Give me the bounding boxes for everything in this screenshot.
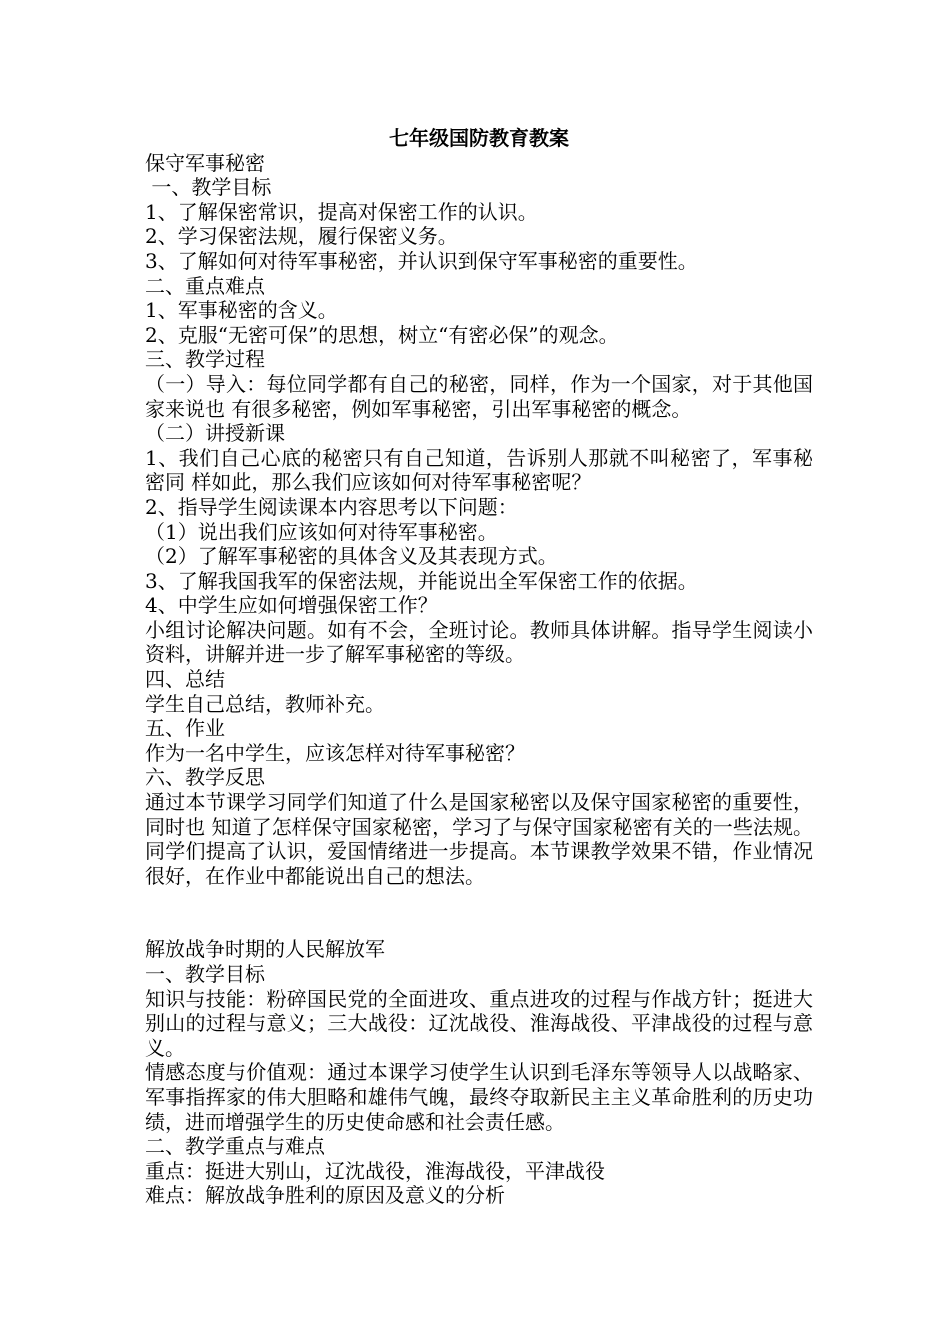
text-line: 2、指导学生阅读课本内容思考以下问题： xyxy=(145,494,518,519)
knowledge-paragraph: 知识与技能：粉碎国民党的全面进攻、重点进攻的过程与作战方针；挺进大别山的过程与意义；三大战役：辽沈战役、淮海战役、平津战役的过程与意义。 xyxy=(145,986,813,1060)
text-line: 4、中学生应如何增强保密工作？ xyxy=(145,593,438,618)
intro-paragraph: （一）导入：每位同学都有自己的秘密，同样，作为一个国家，对于其他国家来说也 有很多秘密，例如军事秘密，引出军事秘密的概念。 xyxy=(145,371,813,421)
text-line: 一、教学目标 xyxy=(145,962,265,986)
text-line: （2）了解军事秘密的具体含义及其表现方式。 xyxy=(145,544,558,569)
text-line: 六、教学反思 xyxy=(145,765,265,790)
document-body xyxy=(145,126,813,1208)
text-line: 重点：挺进大别山，辽沈战役，淮海战役，平津战役 xyxy=(145,1158,605,1183)
discussion-paragraph: 小组讨论解决问题。如有不会，全班讨论。教师具体讲解。指导学生阅读小资料，讲解并进一步了解军事秘密的等级。 xyxy=(145,617,813,667)
reflection-paragraph: 通过本节课学习同学们知道了什么是国家秘密以及保守国家秘密的重要性，同时也 知道了怎样保守国家秘密，学习了与保守国家秘密有关的一些法规。同学们提高了认识，爱国情绪进一步提高。本节课教学效果不错，作业情况很好，在作业中都能说出自己的想法。 xyxy=(145,790,813,888)
text-line: 3、了解如何对待军事秘密，并认识到保守军事秘密的重要性。 xyxy=(145,248,698,273)
point-paragraph: 1、我们自己心底的秘密只有自己知道，告诉别人那就不叫秘密了，军事秘密同 样如此，那么我们应该如何对待军事秘密呢？ xyxy=(145,445,813,495)
text-line: 难点：解放战争胜利的原因及意义的分析 xyxy=(145,1183,505,1208)
text-line: （1）说出我们应该如何对待军事秘密。 xyxy=(145,519,498,544)
text-line: 1、了解保密常识，提高对保密工作的认识。 xyxy=(145,199,538,224)
text-line: 学生自己总结，教师补充。 xyxy=(145,691,385,716)
text-line: 一、教学目标 xyxy=(145,175,272,200)
text-line: 3、了解我国我军的保密法规，并能说出全军保密工作的依据。 xyxy=(145,568,698,593)
text-line: 2、克服“无密可保”的思想，树立“有密必保”的观念。 xyxy=(145,322,619,347)
section-heading: 保守军事秘密 xyxy=(145,150,265,175)
document-title: 七年级国防教育教案 xyxy=(389,126,569,150)
text-line: 作为一名中学生，应该怎样对待军事秘密？ xyxy=(145,740,525,765)
text-line: 五、作业 xyxy=(145,716,225,741)
section-spacer xyxy=(145,888,813,937)
text-line: 1、军事秘密的含义。 xyxy=(145,298,338,323)
text-line: 三、教学过程 xyxy=(145,347,265,372)
section-heading: 解放战争时期的人民解放军 xyxy=(145,937,385,962)
text-line: 二、重点难点 xyxy=(145,273,265,298)
emotion-paragraph: 情感态度与价值观：通过本课学习使学生认识到毛泽东等领导人以战略家、军事指挥家的伟大胆略和雄伟气魄，最终夺取新民主主义革命胜利的历史功绩，进而增强学生的历史使命感和社会责任感。 xyxy=(145,1060,813,1134)
text-line: 二、教学重点与难点 xyxy=(145,1134,325,1159)
text-line: （二）讲授新课 xyxy=(145,421,285,446)
text-line: 2、学习保密法规，履行保密义务。 xyxy=(145,224,458,249)
text-line: 四、总结 xyxy=(145,667,225,692)
